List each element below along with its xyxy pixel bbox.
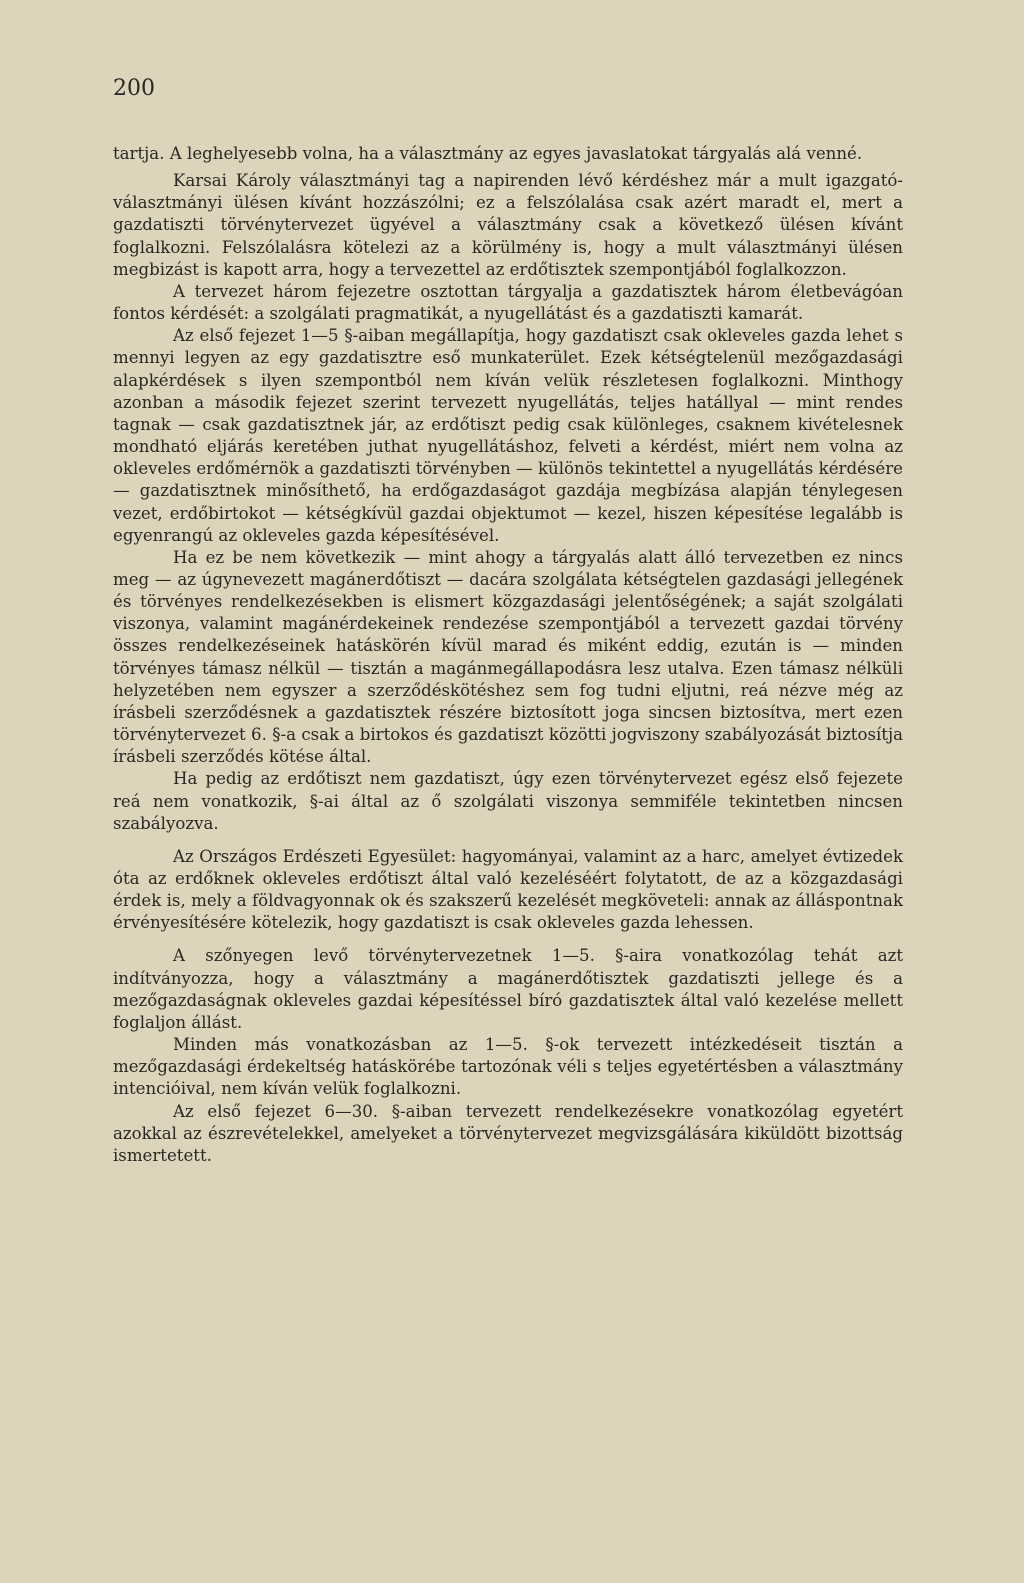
page-body — [113, 143, 903, 1167]
paragraph-elso-fejezet-6-30: Az első fejezet 6—30. §-aiban tervezett rendelkezésekre vonatkozólag egyetért azokkal az észrevételekkel, amelyeket a törvénytervezet megvizsgálására kiküldött bizottság ismertetett. — [113, 1101, 903, 1165]
paragraph-minden-mas: Minden más vonatkozásban az 1—5. §-ok tervezett intézkedéseit tisztán a mezőgazdasági érdekeltség hatáskörébe tartozónak véli s teljes egyetértésben a választmány intencióival, nem kíván velük foglalkozni. — [113, 1035, 903, 1099]
paragraph-continuation: tartja. A leghelyesebb volna, ha a választmány az egyes javaslatokat tárgyalás alá venné. — [113, 144, 863, 163]
paragraph-tervezet: A tervezet három fejezetre osztottan tárgyalja a gazdatisztek három életbevágóan fontos kérdését: a szolgálati pragmatikát, a nyugellátást és a gazdatiszti kamarát. — [113, 281, 903, 324]
paragraph-ha-pedig: Ha pedig az erdőtiszt nem gazdatiszt, úgy ezen törvénytervezet egész első fejezete reá nem vonatkozik, §-ai által az ő szolgálati viszonya semmiféle tekintetben nincsen szabályozva. — [113, 769, 903, 833]
paragraph-ha-ez-be-nem: Ha ez be nem következik — mint ahogy a tárgyalás alatt álló tervezetben ez nincs meg — az úgynevezett magánerdőtiszt — dacára szolgálata kétségtelen gazdasági jellegének és törvényes rendelkezésekben is elismert közgazdasági jelentőségének; a saját szolgálati viszonya, valamint magánérdekeinek rendezése szempontjából a tervezett gazdai törvény összes rendelkezéseinek hatáskörén kívül marad és miként eddig, ezután is — minden törvényes támasz nélkül — tisztán a magánmegállapodásra lesz utalva. Ezen támasz nélküli helyzetében nem egyszer a szerződéskötéshez sem fog tudni eljutni, reá nézve még az írásbeli szerződésnek a gazdatisztek részére biztosított joga sincsen biztosítva, mert ezen törvénytervezet 6. §-a csak a birtokos és gazdatiszt közötti jogviszony szabályozását biztosítja írásbeli szerződés kötése által. — [113, 547, 903, 767]
paragraph-elso-fejezet: Az első fejezet 1—5 §-aiban megállapítja, hogy gazdatiszt csak okleveles gazda lehet s mennyi legyen az egy gazdatisztre eső munkaterület. Ezek kétségtelenül mezőgazdasági alapkérdések s ilyen szempontból nem kíván velük részletesen foglalkozni. Minthogy azonban a második fejezet szerint tervezett nyugellátás, teljes hatállyal — mint rendes tagnak — csak gazdatisztnek jár, az erdőtiszt pedig csak különleges, csaknem kivételesnek mondható eljárás keretében juthat nyugellátáshoz, felveti a kérdést, miért nem volna az okleveles erdőmérnök a gazdatiszti törvényben — különös tekintettel a nyugellátás kérdésére — gazdatisztnek minősíthető, ha erdőgazdaságot gazdája megbízása alapján ténylegesen vezet, erdőbirtokot — kétségkívül gazdai objektumot — kezel, hiszen képesítése legalább is egyenrangú az okleveles gazda képesítésével. — [113, 326, 903, 545]
paragraph-szonyegen: A szőnyegen levő törvénytervezetnek 1—5. §-aira vonatkozólag tehát azt indítványozza, hogy a választmány a magánerdőtisztek gazdatiszti jellege és a mezőgazdaságnak okleveles gazdai képesítéssel bíró gazdatisztek által való kezelése mellett foglaljon állást. — [113, 946, 903, 1032]
paragraph-orszagos-erdeszeti: Az Országos Erdészeti Egyesület: hagyományai, valamint az a harc, amelyet évtizedek óta az erdőknek okleveles erdőtiszt által való kezeléséért folytatott, de az a közgazdasági érdek is, mely a földvagyonnak ok és szakszerű kezelését megköveteli: annak az álláspontnak érvényesítésére kötelezik, hogy gazdatiszt is csak okleveles gazda lehessen. — [113, 846, 903, 933]
paragraph-karsai: Karsai Károly választmányi tag a napirenden lévő kérdéshez már a mult igazgató-választmányi ülésen kívánt hozzászólni; ez a felszólalása csak azért maradt el, mert a gazdatiszti törvénytervezet ügyével a választmány csak a következő ülésen kívánt foglalkozni. Felszólalásra kötelezi az a körülmény is, hogy a mult választmányi ülésen megbizást is kapott arra, hogy a tervezettel az erdőtisztek szempontjából foglalkozzon. — [113, 171, 903, 279]
page-number: 200 — [113, 76, 155, 101]
